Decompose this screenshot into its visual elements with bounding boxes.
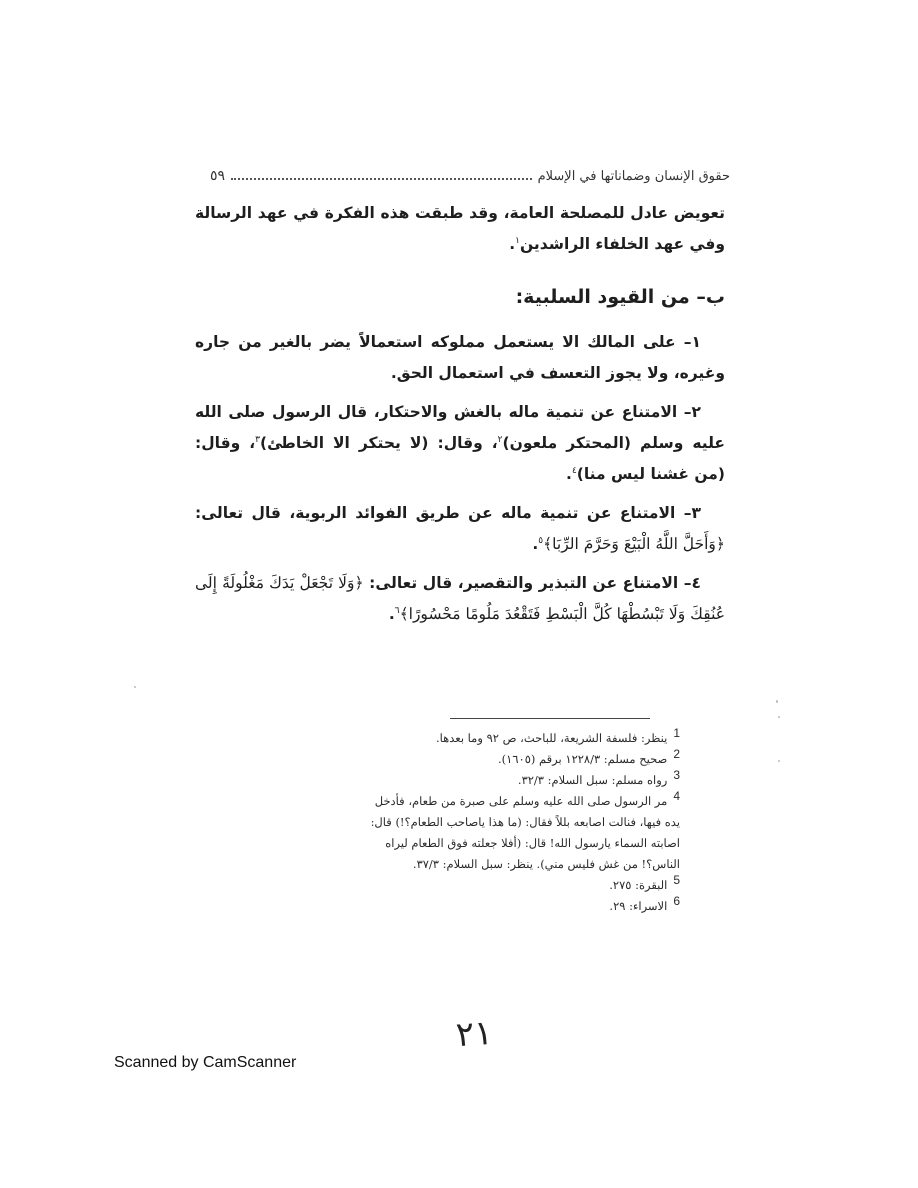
item-1: ١– على المالك الا يستعمل مملوكه استعمالاً يضر بالغير من جاره وغيره، ولا يجوز التعسف في استعمال الحق. — [195, 333, 725, 382]
header-page-number: ٥٩ — [210, 168, 226, 184]
running-header — [210, 158, 730, 184]
footnote-text: البقرة: ٢٧٥. — [609, 878, 668, 892]
scan-speck — [134, 686, 136, 688]
item-3-quran-verse: ﴿وَأَحَلَّ اللَّهُ الْبَيْعَ وَحَرَّمَ الرِّبَا﴾ — [543, 535, 725, 553]
item-2-mid: ، وقال: (لا يحتكر الا الخاطئ) — [260, 434, 498, 452]
item-3: ٣– الامتناع عن تنمية ماله عن طريق الفوائد الربوية، قال تعالى: ﴿وَأَحَلَّ اللَّهُ الْبَيْعَ وَحَرَّمَ الرِّبَا﴾$^٥$. — [195, 504, 725, 553]
footnote-text: رواه مسلم: سبل السلام: ٣٢/٣. — [517, 773, 668, 787]
item-3-text: ٣– الامتناع عن تنمية ماله عن طريق الفوائد الربوية، قال تعالى: — [195, 504, 701, 522]
footnote-2 — [380, 749, 680, 770]
item-2: ٢– الامتناع عن تنمية ماله بالغش والاحتكار، قال الرسول صلى الله عليه وسلم (المحتكر ملعون)$^٢$، وقال: (لا يحتكر الا الخاطئ)$^٣$، وقال: (من غشنا ليس منا)$^٤$. — [195, 403, 725, 483]
item-4-quran-verse: ﴿وَلَا تَجْعَلْ يَدَكَ مَغْلُولَةً إِلَى عُنُقِكَ وَلَا تَبْسُطْهَا كُلَّ الْبَسْطِ فَتَقْعُدَ مَلُومًا مَحْسُورًا﴾ — [195, 574, 725, 623]
header-dot-leader — [231, 177, 532, 180]
footnote-5 — [380, 875, 680, 896]
item-2-end: ، وقال: (من غشنا ليس منا) — [195, 434, 725, 483]
footnote-4 — [370, 791, 680, 875]
footnote-3 — [380, 770, 680, 791]
footnotes — [370, 726, 680, 917]
scan-speck — [778, 716, 780, 718]
handwritten-page-number: ٢١ — [454, 1012, 494, 1056]
footnote-ref-6: ٦ — [394, 605, 400, 616]
intro-line-2: وفي عهد الخلفاء الراشدين — [519, 235, 725, 253]
scanner-watermark: Scanned by CamScanner — [114, 1054, 297, 1071]
scan-speck — [778, 760, 780, 762]
item-4: ٤– الامتناع عن التبذير والتقصير، قال تعالى: ﴿وَلَا تَجْعَلْ يَدَكَ مَغْلُولَةً إِلَى عُنُقِكَ وَلَا تَبْسُطْهَا كُلَّ الْبَسْطِ فَتَقْعُدَ مَلُومًا مَحْسُورًا﴾$^٦$. — [195, 574, 725, 623]
footnote-number: 3 — [673, 768, 680, 783]
scan-speck — [776, 700, 778, 703]
footnote-text: ينظر: فلسفة الشريعة، للباحث، ص ٩٢ وما بعدها. — [436, 731, 668, 745]
footnote-text: الاسراء: ٢٩. — [609, 899, 668, 913]
footnote-ref-5: ٥ — [538, 535, 544, 546]
footnote-number: 6 — [673, 894, 680, 909]
footnote-ref-1: ١ — [515, 235, 520, 246]
footnote-text: صحيح مسلم: ١٢٢٨/٣ برقم (١٦٠٥). — [498, 752, 668, 766]
footnote-text: مر الرسول صلى الله عليه وسلم على صبرة من طعام، فأدخل يده فيها، فنالت اصابعه بللاً فقال: (ما هذا ياصاحب الطعام؟!) قال: اصابته السماء يارسول الله! قال: (أفلا جعلته فوق الطعام ليراه الناس؟! من غش فليس مني). ينظر: سبل السلام: ٣٧/٣. — [370, 794, 680, 871]
footnote-ref-4: ٤ — [571, 465, 577, 476]
item-2-text: ٢– الامتناع عن تنمية ماله بالغش والاحتكار، قال الرسول صلى الله عليه وسلم (المحتكر ملعون) — [195, 403, 725, 452]
header-title: حقوق الإنسان وضماناتها في الإسلام — [537, 169, 730, 184]
footnote-ref-3: ٣ — [255, 434, 260, 445]
footnote-number: 5 — [673, 873, 680, 888]
footnote-number: 1 — [673, 726, 680, 741]
footnote-ref-2: ٢ — [497, 434, 503, 445]
footnote-separator — [450, 718, 650, 719]
intro-paragraph: تعويض عادل للمصلحة العامة، وقد طبقت هذه الفكرة في عهد الرسالة وفي عهد الخلفاء الراشدين$^١$. — [195, 204, 725, 253]
intro-line-1: تعويض عادل للمصلحة العامة، وقد طبقت هذه الفكرة في عهد الرسالة — [195, 204, 725, 222]
item-4-text: ٤– الامتناع عن التبذير والتقصير، قال تعالى: — [369, 574, 701, 592]
section-heading: ب– من القيود السلبية: — [515, 286, 725, 308]
footnote-number: 4 — [673, 789, 680, 804]
body-text — [195, 198, 725, 638]
footnote-number: 2 — [673, 747, 680, 762]
footnote-6 — [380, 896, 680, 917]
footnote-1 — [380, 728, 680, 749]
